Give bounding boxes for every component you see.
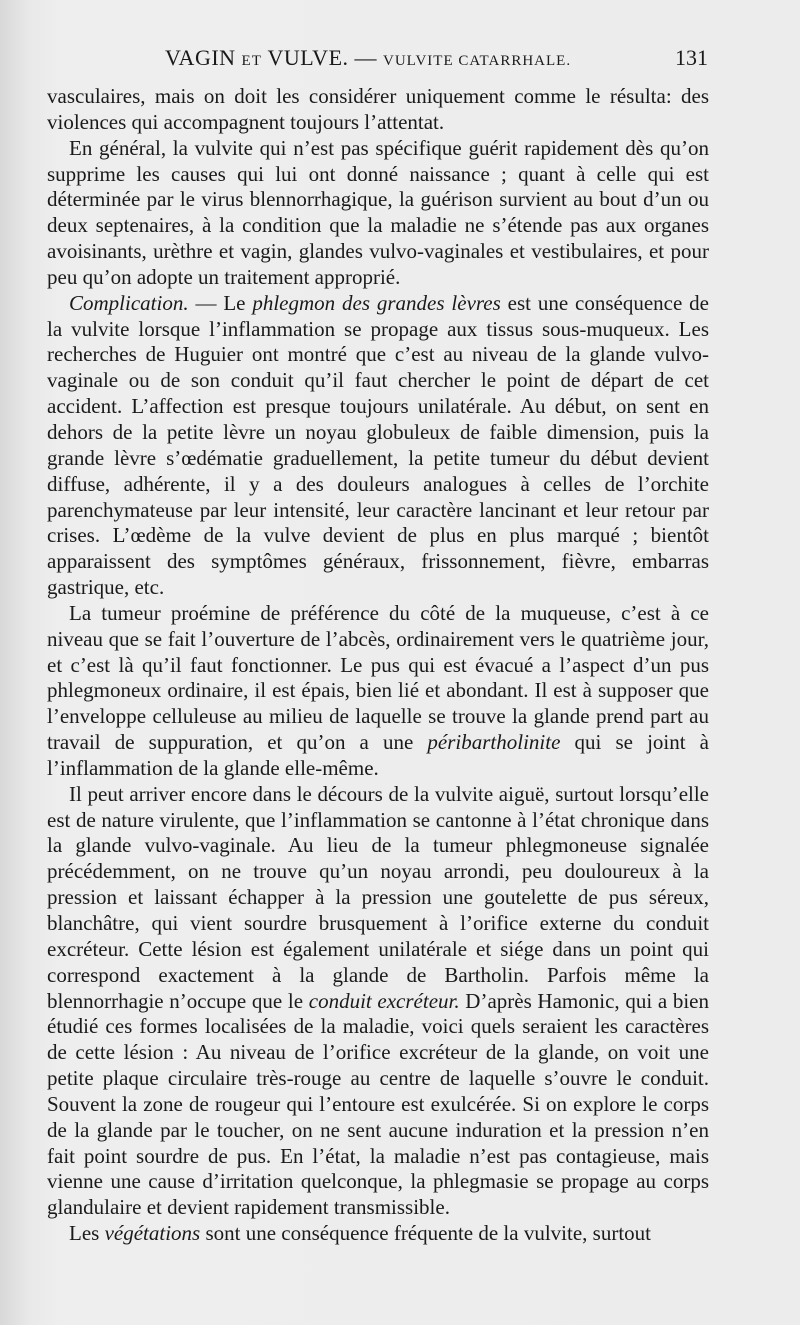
running-title <box>165 45 670 71</box>
paragraph-text: est une conséquence de la vulvite lorsque l’inflammation se propage aux tissus sous-muqueux. Les recherches de Huguier ont montré que c’est au niveau de la glande vulvo-vaginale ou de son conduit qu’il faut chercher le point de départ de cet accident. L’affection est presque toujours unilatérale. Au début, on sent en dehors de la petite lèvre un noyau globuleux de faible dimension, puis la grande lèvre s’œdématie graduellement, la petite tumeur du début devient diffuse, adhérente, il y a des douleurs analogues à celles de l’orchite parenchymateuse par leur intensité, leur caractère lancinant et leur retour par crises. L’œdème de la vulve devient de plus en plus marqué ; bientôt apparaissent des symptômes généraux, frissonnement, fièvre, embarras gastrique, etc. <box>47 290 710 600</box>
heading-separator: — Le <box>188 290 253 315</box>
paragraph-text: vasculaires, mais on doit les considérer uniquement comme le résulta: des violences qui accompagnent toujours l’attentat. <box>47 84 709 134</box>
title-dash: — <box>354 45 378 70</box>
complication-heading: Complication. <box>69 290 189 315</box>
title-section: VULVITE CATARRHALE. <box>383 53 572 69</box>
title-vagin: VAGIN <box>165 45 236 70</box>
term-conduit-excreteur: conduit excréteur. <box>308 988 460 1013</box>
term-vegetations: végétations <box>104 1221 201 1246</box>
paragraph-text-after: D’après Hamonic, qui a bien étudié ces formes localisées de la maladie, voici quels seraient les caractères de cette lésion : Au niveau de l’orifice excréteur de la glande, on voit une petite plaque circulaire très-rouge au centre de laquelle s’ouvre le conduit. Souvent la zone de rougeur qui l’entoure est exulcérée. Si on explore le corps de la glande par le toucher, on ne sent aucune induration et la pression n’en fait point sourdre de pus. En l’état, la maladie n’est pas contagieuse, mais vienne une cause d’irritation quelconque, la phlegmasie se propage au corps glandulaire et devient rapidement transmissible. <box>47 988 709 1220</box>
paragraph-4 <box>47 601 709 782</box>
term-phlegmon: phlegmon des grandes lèvres <box>252 290 501 315</box>
paragraph-2 <box>47 136 709 291</box>
paragraph-3-complication <box>47 291 709 601</box>
paragraph-6 <box>47 1221 709 1247</box>
page-header <box>0 45 800 79</box>
paragraph-text: Il peut arriver encore dans le décours de la vulvite aiguë, surtout lorsqu’elle est de nature virulente, que l’inflammation se cantonne à l’état chronique dans la glande vulvo-vaginale. Au lieu de la tumeur phlegmoneuse signalée précédemment, on ne trouve qu’un noyau arrondi, peu douloureux à la pression et laissant échapper à la pression une goutelette de pus séreux, blanchâtre, qui vient sourdre brusquement à l’orifice externe du conduit excréteur. Cette lésion est également unilatérale et siége dans un point qui correspond exactement à la glande de Bartholin. Parfois même la blennorrhagie n’occupe que le <box>47 781 709 1013</box>
paragraph-text: La tumeur proémine de préférence du côté de la muqueuse, c’est à ce niveau que se fait l’ouverture de l’abcès, ordinairement vers le quatrième jour, et c’est là qu’il faut fonctionner. Le pus qui est évacué a l’aspect d’un pus phlegmoneux ordinaire, il est épais, bien lié et abondant. Il est à supposer que l’enveloppe celluleuse au milieu de laquelle se trouve la glande prend part au travail de suppuration, et qu’on a une <box>47 600 709 755</box>
paragraph-text-after: qui se joint à l’inflammation de la glande elle-même. <box>47 730 710 780</box>
title-vulve: VULVE. <box>267 45 349 70</box>
body-text <box>47 84 709 1247</box>
paragraph-1 <box>47 84 709 136</box>
paragraph-5 <box>47 782 709 1221</box>
page-number: 131 <box>675 45 708 70</box>
term-peribartholinite: péribartholinite <box>427 730 561 755</box>
paragraph-text: En général, la vulvite qui n’est pas spécifique guérit rapidement dès qu’on supprime les causes qui lui ont donné naissance ; quant à celle qui est déterminée par le virus blennorrhagique, la guérison survient au bout d’un ou deux septenaires, à la condition que la maladie ne s’étende pas aux organes avoisinants, urèthre et vagin, glandes vulvo-vaginales et vestibulaires, et pour peu qu’on adopte un traitement approprié. <box>47 135 709 289</box>
paragraph-text: sont une conséquence fréquente de la vulvite, surtout <box>200 1221 651 1246</box>
title-et: ET <box>241 53 262 69</box>
paragraph-lead: Les <box>69 1221 105 1246</box>
